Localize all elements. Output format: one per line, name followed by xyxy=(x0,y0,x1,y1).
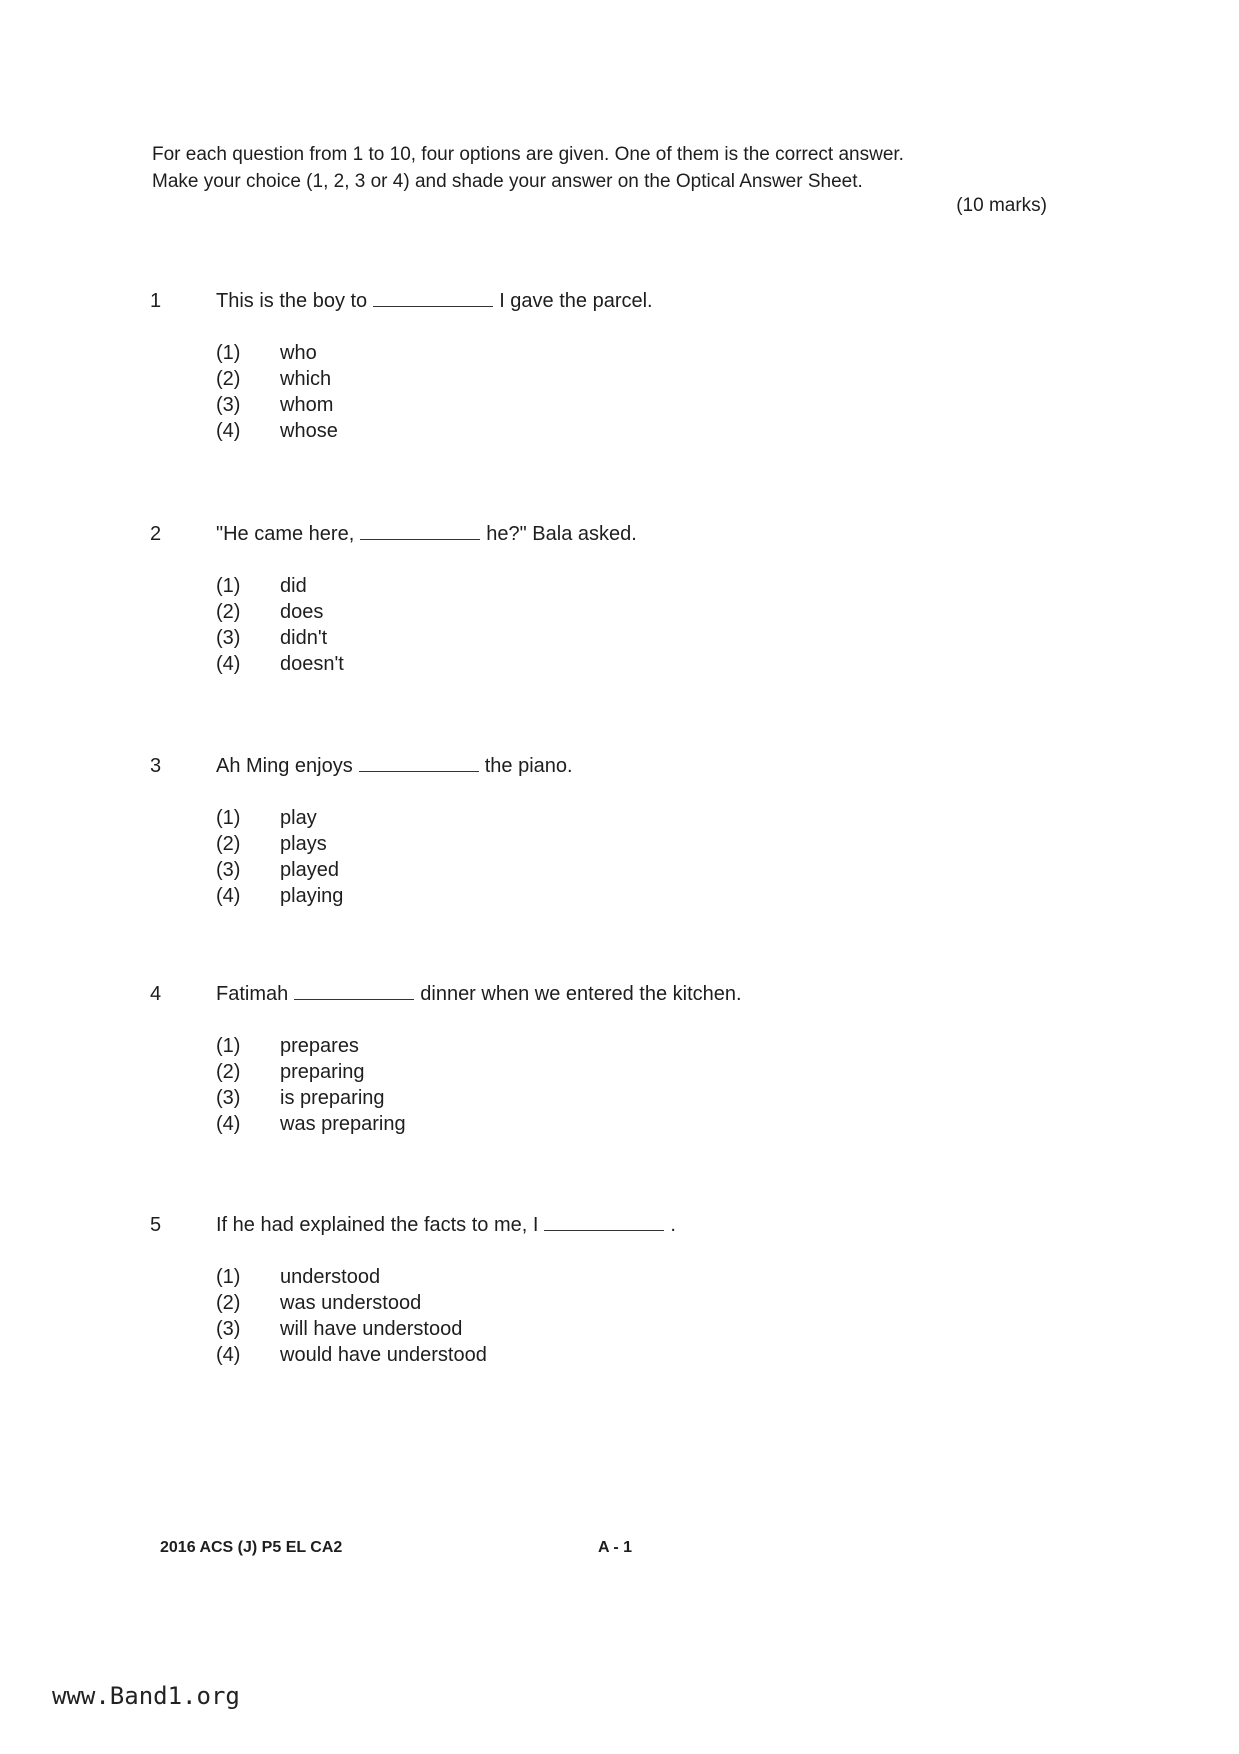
option-text: understood xyxy=(280,1266,381,1288)
option-text: would have understood xyxy=(280,1344,487,1366)
question-stem xyxy=(216,1212,676,1238)
answer-blank xyxy=(360,521,480,540)
option-text: will have understood xyxy=(280,1318,463,1340)
option-number: (3) xyxy=(216,1318,241,1340)
option-text: was understood xyxy=(280,1292,422,1314)
instructions xyxy=(152,141,1052,195)
option-number: (2) xyxy=(216,833,241,855)
question-number: 3 xyxy=(150,755,162,777)
option-1 xyxy=(216,573,344,599)
answer-blank xyxy=(373,288,493,307)
option-number: (1) xyxy=(216,807,241,829)
stem-before-blank: Fatimah xyxy=(216,983,289,1005)
option-number: (1) xyxy=(216,342,241,364)
question-stem xyxy=(216,521,637,547)
option-4 xyxy=(216,1111,406,1137)
option-number: (3) xyxy=(216,394,241,416)
option-number: (3) xyxy=(216,627,241,649)
question-number: 2 xyxy=(150,523,162,545)
stem-before-blank: "He came here, xyxy=(216,523,355,545)
option-number: (2) xyxy=(216,1292,241,1314)
question-number: 4 xyxy=(150,983,162,1005)
option-text: which xyxy=(280,368,332,390)
option-number: (2) xyxy=(216,368,241,390)
option-2 xyxy=(216,831,343,857)
stem-after-blank: he?" Bala asked. xyxy=(486,523,637,545)
stem-after-blank: I gave the parcel. xyxy=(499,290,653,312)
option-3 xyxy=(216,625,344,651)
option-text: doesn't xyxy=(280,653,344,675)
question-number: 1 xyxy=(150,290,162,312)
option-text: who xyxy=(280,342,317,364)
options-list xyxy=(216,1033,406,1137)
instructions-line-2: Make your choice (1, 2, 3 or 4) and shade your answer on the Optical Answer Sheet. xyxy=(152,171,863,192)
option-number: (2) xyxy=(216,601,241,623)
question-stem xyxy=(216,288,653,314)
option-1 xyxy=(216,340,338,366)
paper-code: 2016 ACS (J) P5 EL CA2 xyxy=(160,1539,343,1556)
option-4 xyxy=(216,1342,487,1368)
option-number: (1) xyxy=(216,1035,241,1057)
option-number: (2) xyxy=(216,1061,241,1083)
instructions-line-1: For each question from 1 to 10, four options are given. One of them is the correct answer. xyxy=(152,144,904,165)
option-text: play xyxy=(280,807,317,829)
option-text: whose xyxy=(280,420,338,442)
stem-before-blank: Ah Ming enjoys xyxy=(216,755,353,777)
option-number: (4) xyxy=(216,885,241,907)
page-number: A - 1 xyxy=(598,1539,633,1556)
option-4 xyxy=(216,883,343,909)
stem-after-blank: dinner when we entered the kitchen. xyxy=(420,983,742,1005)
option-text: does xyxy=(280,601,324,623)
option-number: (1) xyxy=(216,1266,241,1288)
options-list xyxy=(216,1264,487,1368)
option-text: was preparing xyxy=(280,1113,406,1135)
option-2 xyxy=(216,1290,487,1316)
option-2 xyxy=(216,366,338,392)
option-1 xyxy=(216,1264,487,1290)
option-text: preparing xyxy=(280,1061,365,1083)
question-stem xyxy=(216,981,742,1007)
option-4 xyxy=(216,651,344,677)
option-text: playing xyxy=(280,885,344,907)
option-text: plays xyxy=(280,833,327,855)
option-number: (3) xyxy=(216,859,241,881)
option-1 xyxy=(216,1033,406,1059)
option-2 xyxy=(216,1059,406,1085)
option-2 xyxy=(216,599,344,625)
option-text: played xyxy=(280,859,339,881)
stem-before-blank: If he had explained the facts to me, I xyxy=(216,1214,539,1236)
answer-blank xyxy=(294,981,414,1000)
option-4 xyxy=(216,418,338,444)
option-3 xyxy=(216,1316,487,1342)
stem-after-blank: the piano. xyxy=(484,755,573,777)
options-list xyxy=(216,573,344,677)
option-text: is preparing xyxy=(280,1087,385,1109)
answer-blank xyxy=(359,753,479,772)
question-number: 5 xyxy=(150,1214,162,1236)
stem-after-blank: . xyxy=(670,1214,676,1236)
option-number: (3) xyxy=(216,1087,241,1109)
option-number: (4) xyxy=(216,420,241,442)
option-text: didn't xyxy=(280,627,328,649)
option-3 xyxy=(216,392,338,418)
option-text: prepares xyxy=(280,1035,359,1057)
total-marks: (10 marks) xyxy=(956,195,1047,216)
watermark: www.Band1.org xyxy=(52,1682,240,1710)
option-text: whom xyxy=(280,394,334,416)
option-number: (4) xyxy=(216,653,241,675)
stem-before-blank: This is the boy to xyxy=(216,290,368,312)
option-number: (1) xyxy=(216,575,241,597)
option-number: (4) xyxy=(216,1113,241,1135)
option-3 xyxy=(216,857,343,883)
option-text: did xyxy=(280,575,307,597)
options-list xyxy=(216,805,343,909)
question-stem xyxy=(216,753,573,779)
options-list xyxy=(216,340,338,444)
option-1 xyxy=(216,805,343,831)
option-number: (4) xyxy=(216,1344,241,1366)
option-3 xyxy=(216,1085,406,1111)
answer-blank xyxy=(544,1212,664,1231)
